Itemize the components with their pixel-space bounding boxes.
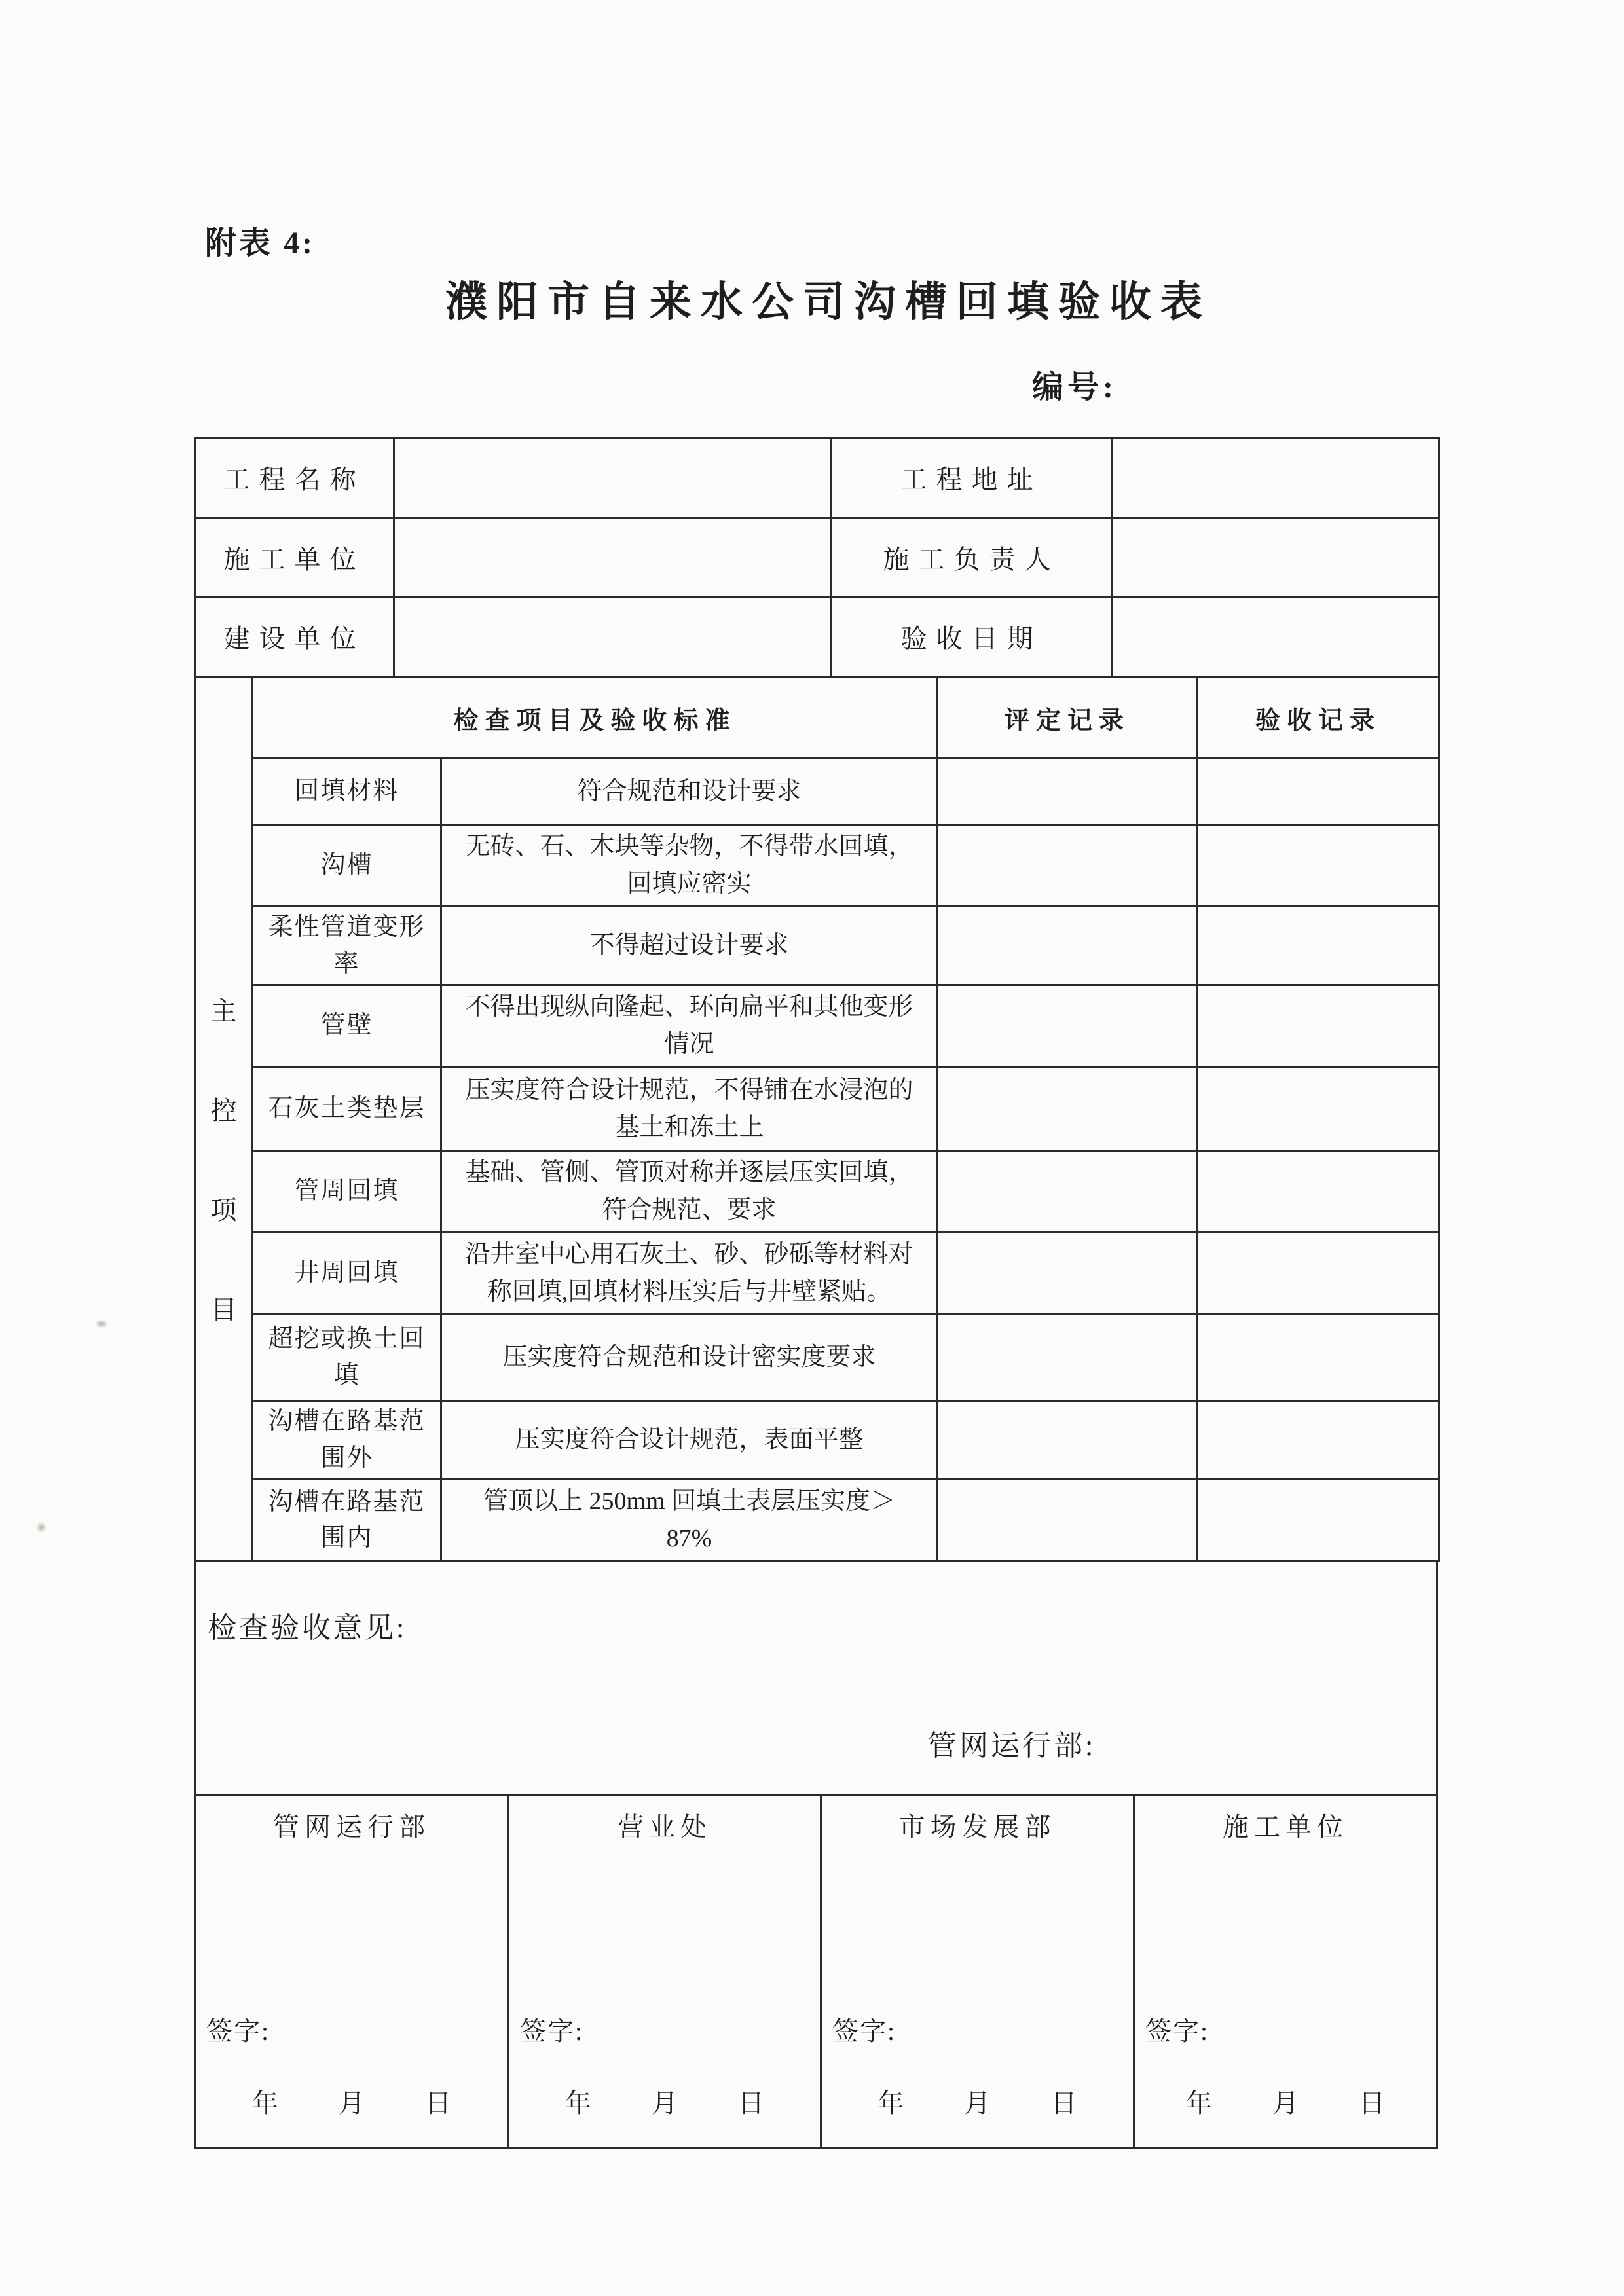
table-row — [195, 1401, 1439, 1480]
date-line — [196, 2083, 507, 2120]
acceptance-record-cell — [1198, 1067, 1439, 1151]
construction-manager-value — [1112, 518, 1439, 597]
acceptance-form — [194, 437, 1438, 2149]
item-name: 井周回填 — [253, 1233, 441, 1315]
assessment-record-cell — [938, 985, 1198, 1067]
table-row — [195, 1315, 1439, 1401]
form-number-label: 编号: — [1032, 370, 1117, 405]
item-standard: 压实度符合规范和设计密实度要求 — [441, 1315, 938, 1401]
table-row — [195, 1233, 1439, 1315]
table-row — [195, 759, 1439, 825]
signature-column-business-office — [507, 1796, 820, 2147]
assessment-record-cell — [938, 1067, 1198, 1151]
table-row — [195, 597, 1439, 677]
signature-column-title: 市场发展部 — [898, 1812, 1056, 1842]
construction-unit-label: 施工单位 — [195, 518, 394, 597]
date-year-label: 年 — [565, 2088, 591, 2118]
table-row — [195, 677, 1439, 759]
table-row — [195, 1151, 1439, 1233]
assessment-record-cell — [938, 825, 1198, 907]
side-label-char: 项 — [210, 1195, 237, 1225]
signature-column-pipe-network-dept — [196, 1796, 507, 2147]
assessment-record-cell — [938, 1151, 1198, 1233]
signature-column-title: 管网运行部 — [273, 1812, 430, 1842]
acceptance-record-cell — [1198, 1233, 1439, 1315]
project-info-table — [194, 437, 1440, 678]
date-year-label: 年 — [1186, 2088, 1212, 2118]
acceptance-record-cell — [1198, 1401, 1439, 1480]
sign-label: 签字: — [520, 2016, 584, 2046]
acceptance-record-cell — [1198, 1480, 1439, 1561]
opinion-label: 检查验收意见: — [208, 1612, 407, 1644]
item-name: 管周回填 — [253, 1151, 441, 1233]
item-name: 管壁 — [253, 985, 441, 1067]
side-label-char: 控 — [210, 1095, 237, 1125]
acceptance-record-cell — [1198, 1151, 1439, 1233]
opinion-section — [194, 1560, 1438, 1796]
table-row — [195, 518, 1439, 597]
item-standard: 压实度符合设计规范，不得铺在水浸泡的基土和冻土上 — [441, 1067, 938, 1151]
item-standard: 不得出现纵向隆起、环向扁平和其他变形情况 — [441, 985, 938, 1067]
acceptance-date-label: 验收日期 — [832, 597, 1112, 677]
inspection-table — [194, 676, 1440, 1562]
table-row — [195, 825, 1439, 907]
signature-column-title: 施工单位 — [1223, 1812, 1348, 1842]
acceptance-record-cell — [1198, 825, 1439, 907]
column-header-item-standard: 检查项目及验收标准 — [253, 677, 938, 759]
assessment-record-cell — [938, 1480, 1198, 1561]
date-month-label: 月 — [339, 2088, 365, 2118]
acceptance-record-cell — [1198, 985, 1439, 1067]
signature-column-market-development-dept — [820, 1796, 1133, 2147]
item-name: 石灰土类垫层 — [253, 1067, 441, 1151]
sign-label: 签字: — [832, 2016, 896, 2046]
column-header-assessment: 评定记录 — [938, 677, 1198, 759]
assessment-record-cell — [938, 1233, 1198, 1315]
item-name: 回填材料 — [253, 759, 441, 825]
acceptance-record-cell — [1198, 759, 1439, 825]
date-day-label: 日 — [1359, 2088, 1385, 2118]
project-address-value — [1112, 438, 1439, 518]
form-title: 濮阳市自来水公司沟槽回填验收表 — [445, 279, 1211, 325]
acceptance-date-value — [1112, 597, 1439, 677]
item-name: 沟槽在路基范围外 — [253, 1401, 441, 1480]
scan-artifact — [97, 1321, 106, 1326]
signature-section — [194, 1794, 1438, 2149]
signature-column-construction-unit — [1133, 1796, 1436, 2147]
sign-label: 签字: — [206, 2016, 270, 2046]
item-standard: 压实度符合设计规范，表面平整 — [441, 1401, 938, 1480]
date-line — [1135, 2083, 1436, 2120]
project-address-label: 工程地址 — [832, 438, 1112, 518]
table-row — [195, 1480, 1439, 1561]
date-day-label: 日 — [738, 2088, 764, 2118]
table-row — [195, 907, 1439, 985]
date-day-label: 日 — [1050, 2088, 1077, 2118]
date-line — [822, 2083, 1133, 2120]
date-day-label: 日 — [425, 2088, 451, 2118]
signature-column-title: 营业处 — [618, 1812, 712, 1842]
date-month-label: 月 — [652, 2088, 678, 2118]
sign-label: 签字: — [1145, 2016, 1209, 2046]
date-month-label: 月 — [964, 2088, 991, 2118]
building-unit-label: 建设单位 — [195, 597, 394, 677]
item-standard: 符合规范和设计要求 — [441, 759, 938, 825]
scan-artifact — [38, 1524, 45, 1531]
assessment-record-cell — [938, 1401, 1198, 1480]
item-name: 沟槽 — [253, 825, 441, 907]
date-month-label: 月 — [1272, 2088, 1299, 2118]
item-name: 超挖或换土回填 — [253, 1315, 441, 1401]
assessment-record-cell — [938, 1315, 1198, 1401]
date-year-label: 年 — [252, 2088, 278, 2118]
vertical-label-stack — [196, 912, 251, 1326]
item-standard: 不得超过设计要求 — [441, 907, 938, 985]
construction-manager-label: 施工负责人 — [832, 518, 1112, 597]
table-row — [195, 438, 1439, 518]
item-name: 柔性管道变形率 — [253, 907, 441, 985]
assessment-record-cell — [938, 907, 1198, 985]
column-header-acceptance: 验收记录 — [1198, 677, 1439, 759]
item-standard: 沿井室中心用石灰土、砂、砂砾等材料对称回填,回填材料压实后与井壁紧贴。 — [441, 1233, 938, 1315]
building-unit-value — [394, 597, 832, 677]
project-name-label: 工程名称 — [195, 438, 394, 518]
acceptance-record-cell — [1198, 1315, 1439, 1401]
item-standard: 无砖、石、木块等杂物，不得带水回填，回填应密实 — [441, 825, 938, 907]
item-standard: 管顶以上 250mm 回填土表层压实度＞87% — [441, 1480, 938, 1561]
date-line — [509, 2083, 820, 2120]
assessment-record-cell — [938, 759, 1198, 825]
project-name-value — [394, 438, 832, 518]
table-row — [195, 985, 1439, 1067]
table-row — [195, 1067, 1439, 1151]
pipe-network-dept-signoff-label: 管网运行部: — [928, 1730, 1096, 1762]
side-label-char: 目 — [210, 1294, 237, 1324]
item-standard: 基础、管侧、管顶对称并逐层压实回填，符合规范、要求 — [441, 1151, 938, 1233]
construction-unit-value — [394, 518, 832, 597]
item-name: 沟槽在路基范围内 — [253, 1480, 441, 1561]
acceptance-record-cell — [1198, 907, 1439, 985]
date-year-label: 年 — [877, 2088, 904, 2118]
appendix-label: 附表 4: — [205, 226, 315, 261]
main-control-items-side-label — [195, 677, 253, 1561]
side-label-char: 主 — [210, 996, 237, 1026]
